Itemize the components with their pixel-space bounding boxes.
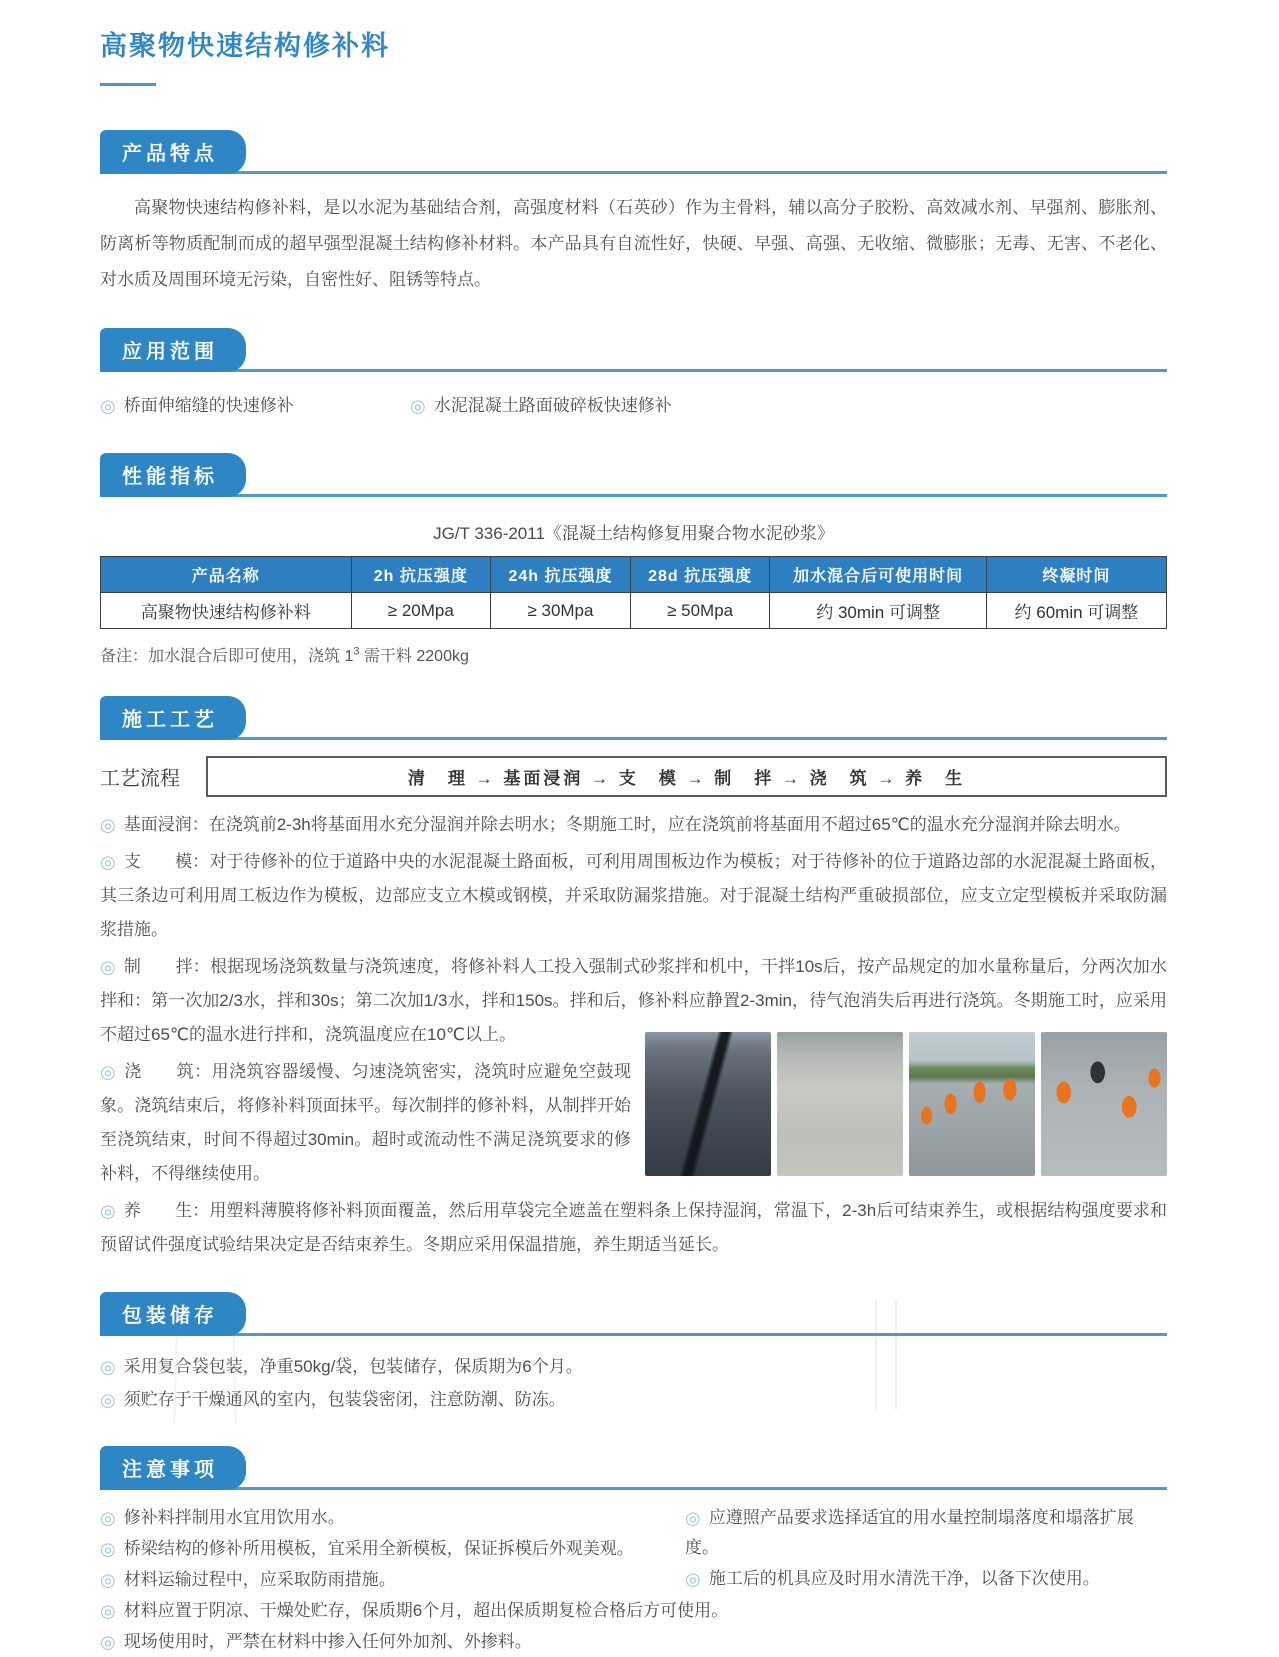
table-cell: ≥ 30Mpa	[491, 593, 631, 629]
flow-label: 工艺流程	[100, 768, 180, 790]
note-text: 需干料 2200kg	[359, 648, 469, 665]
ring-bullet-icon: ◎	[100, 1201, 116, 1221]
note-item-label: 应遵照产品要求选择适宜的用水量控制塌落度和塌落扩展度。	[685, 1508, 1134, 1557]
section-tab-features: 产品特点	[100, 130, 246, 174]
ring-bullet-icon: ◎	[100, 1508, 116, 1528]
notes-right-column	[685, 1502, 1167, 1594]
column-header: 终凝时间	[986, 557, 1166, 593]
watermark-sketch	[875, 1300, 897, 1410]
section-tab-storage: 包装储存	[100, 1292, 246, 1336]
storage-item-label: 采用复合袋包装，净重50kg/袋，包装储存，保质期为6个月。	[123, 1357, 583, 1376]
ring-bullet-icon: ◎	[410, 396, 426, 416]
ring-bullet-icon: ◎	[100, 1539, 116, 1559]
watermark-sketch	[173, 1294, 237, 1424]
list-item	[685, 1563, 1167, 1594]
applications-list	[100, 388, 1167, 423]
standard-reference: JG/T 336-2011《混凝土结构修复用聚合物水泥砂浆》	[433, 524, 834, 543]
ring-bullet-icon: ◎	[100, 852, 116, 872]
section-heading-notes	[100, 1446, 1167, 1490]
process-step	[100, 1193, 1167, 1262]
process-steps	[100, 807, 1167, 1262]
storage-item-label: 须贮存于干燥通风的室内，包装袋密闭，注意防潮、防冻。	[123, 1390, 566, 1409]
list-item	[685, 1502, 1167, 1563]
table-header-row	[101, 557, 1167, 593]
performance-table	[100, 556, 1167, 629]
list-item	[100, 1350, 1167, 1383]
application-item-label: 水泥混凝土路面破碎板快速修补	[433, 396, 672, 415]
column-header: 24h 抗压强度	[491, 557, 631, 593]
table-cell: 约 30min 可调整	[770, 593, 986, 629]
ring-bullet-icon: ◎	[100, 1601, 116, 1621]
column-header: 2h 抗压强度	[351, 557, 491, 593]
section-tab-performance: 性能指标	[100, 453, 246, 497]
note-text: 备注：加水混合后即可使用，浇筑 1	[100, 648, 354, 665]
flow-diagram: 清 理 → 基面浸润 → 支 模 → 制 拌 → 浇 筑 → 养 生	[206, 756, 1167, 797]
section-tab-process: 施工工艺	[100, 696, 246, 740]
ring-bullet-icon: ◎	[100, 957, 116, 977]
step-text: 基面浸润：在浇筑前2-3h将基面用水充分湿润并除去明水；冬期施工时，应在浇筑前将基面用不超过65℃的温水充分湿润并除去明水。	[123, 815, 1131, 834]
ring-bullet-icon: ◎	[100, 396, 116, 416]
ring-bullet-icon: ◎	[100, 1632, 116, 1652]
list-item	[100, 1595, 1167, 1626]
note-item-label: 材料应置于阴凉、干燥处贮存，保质期6个月，超出保质期复检合格后方可使用。	[123, 1601, 729, 1620]
list-item	[100, 388, 410, 423]
photo-cracked-pavement	[645, 1032, 771, 1176]
section-heading-applications	[100, 328, 1167, 372]
photo-workers-pouring-material	[1041, 1032, 1167, 1176]
section-heading-features	[100, 130, 1167, 174]
section-tab-applications: 应用范围	[100, 328, 246, 372]
section-heading-storage	[100, 1292, 1167, 1336]
page-title: 高聚物快速结构修补料	[100, 31, 390, 61]
storage-list	[100, 1350, 1167, 1416]
table-cell: ≥ 20Mpa	[351, 593, 491, 629]
notes-list	[100, 1502, 1167, 1657]
note-item-label: 施工后的机具应及时用水清洗干净，以备下次使用。	[708, 1569, 1100, 1588]
note-item-label: 桥梁结构的修补所用模板，宜采用全新模板，保证拆模后外观美观。	[123, 1539, 634, 1558]
step-text: 支 模：对于待修补的位于道路中央的水泥混凝土路面板，可利用周围板边作为模板；对于待修补的位于道路边部的水泥混凝土路面板，其三条边可利用周工板边作为模板，边部应支立木模或钢模，并采取防漏浆措施。对于混凝土结构严重破损部位，应支立定型模板并采取防漏浆措施。	[100, 852, 1167, 939]
column-header: 产品名称	[101, 557, 352, 593]
step-text: 浇 筑：用浇筑容器缓慢、匀速浇筑密实，浇筑时应避免空鼓现象。浇筑结束后，将修补料顶面抹平。每次制拌的修补料，从制拌开始至浇筑结束，时间不得超过30min。超时或流动性不满足浇筑要求的修补料，不得继续使用。	[100, 1062, 631, 1183]
photo-worn-concrete-surface	[777, 1032, 903, 1176]
section-tab-notes: 注意事项	[100, 1446, 246, 1490]
process-step	[100, 844, 1167, 947]
table-cell: 约 60min 可调整	[986, 593, 1166, 629]
section-heading-performance	[100, 453, 1167, 497]
ring-bullet-icon: ◎	[100, 1062, 117, 1082]
table-cell: 高聚物快速结构修补料	[101, 593, 352, 629]
features-paragraph: 高聚物快速结构修补料，是以水泥为基础结合剂，高强度材料（石英砂）作为主骨料，辅以高分子胶粉、高效减水剂、早强剂、膨胀剂、防离析等物质配制而成的超早强型混凝土结构修补材料。本产品具有自流性好，快硬、早强、高强、无收缩、微膨胀；无毒、无害、不老化、对水质及周围环境无污染，自密性好、阻锈等特点。	[100, 198, 1167, 289]
list-item	[100, 1626, 1167, 1657]
step-text: 制 拌：根据现场浇筑数量与浇筑速度，将修补料人工投入强制式砂浆拌和机中，干拌10s后，按产品规定的加水量称量后，分两次加水拌和：第一次加2/3水，拌和30s；第二次加1/3水，拌和150s。拌和后，修补料应静置2-3min，待气泡消失后再进行浇筑。冬期施工时，应采用不超过65℃的温水进行拌和，浇筑温度应在10℃以上。	[100, 957, 1167, 1044]
process-step	[100, 807, 1167, 842]
note-item-label: 修补料拌制用水宜用饮用水。	[123, 1508, 345, 1527]
ring-bullet-icon: ◎	[100, 1570, 116, 1590]
column-header: 28d 抗压强度	[630, 557, 770, 593]
note-item-label: 现场使用时，严禁在材料中掺入任何外加剂、外掺料。	[123, 1632, 532, 1651]
process-flow	[100, 756, 1167, 797]
application-item-label: 桥面伸缩缝的快速修补	[123, 396, 294, 415]
ring-bullet-icon: ◎	[685, 1569, 701, 1589]
ring-bullet-icon: ◎	[100, 1390, 116, 1410]
ring-bullet-icon: ◎	[100, 1357, 116, 1377]
process-photos	[645, 1032, 1167, 1176]
table-note	[100, 643, 1167, 666]
section-heading-process	[100, 696, 1167, 740]
ring-bullet-icon: ◎	[685, 1508, 701, 1528]
column-header: 加水混合后可使用时间	[770, 557, 986, 593]
table-cell: ≥ 50Mpa	[630, 593, 770, 629]
title-underline	[100, 83, 156, 86]
ring-bullet-icon: ◎	[100, 815, 116, 835]
step-text: 养 生：用塑料薄膜将修补料顶面覆盖，然后用草袋完全遮盖在塑料条上保持湿润，常温下，2-3h后可结束养生，或根据结构强度要求和预留试件强度试验结果决定是否结束养生。冬期应采用保温措施，养生期适当延长。	[100, 1201, 1167, 1254]
list-item	[410, 388, 672, 423]
note-superscript: 3	[353, 645, 360, 658]
note-item-label: 材料运输过程中，应采取防雨措施。	[123, 1570, 396, 1589]
table-row	[101, 593, 1167, 629]
photo-workers-breaking-slab	[909, 1032, 1035, 1176]
list-item	[100, 1383, 1167, 1416]
